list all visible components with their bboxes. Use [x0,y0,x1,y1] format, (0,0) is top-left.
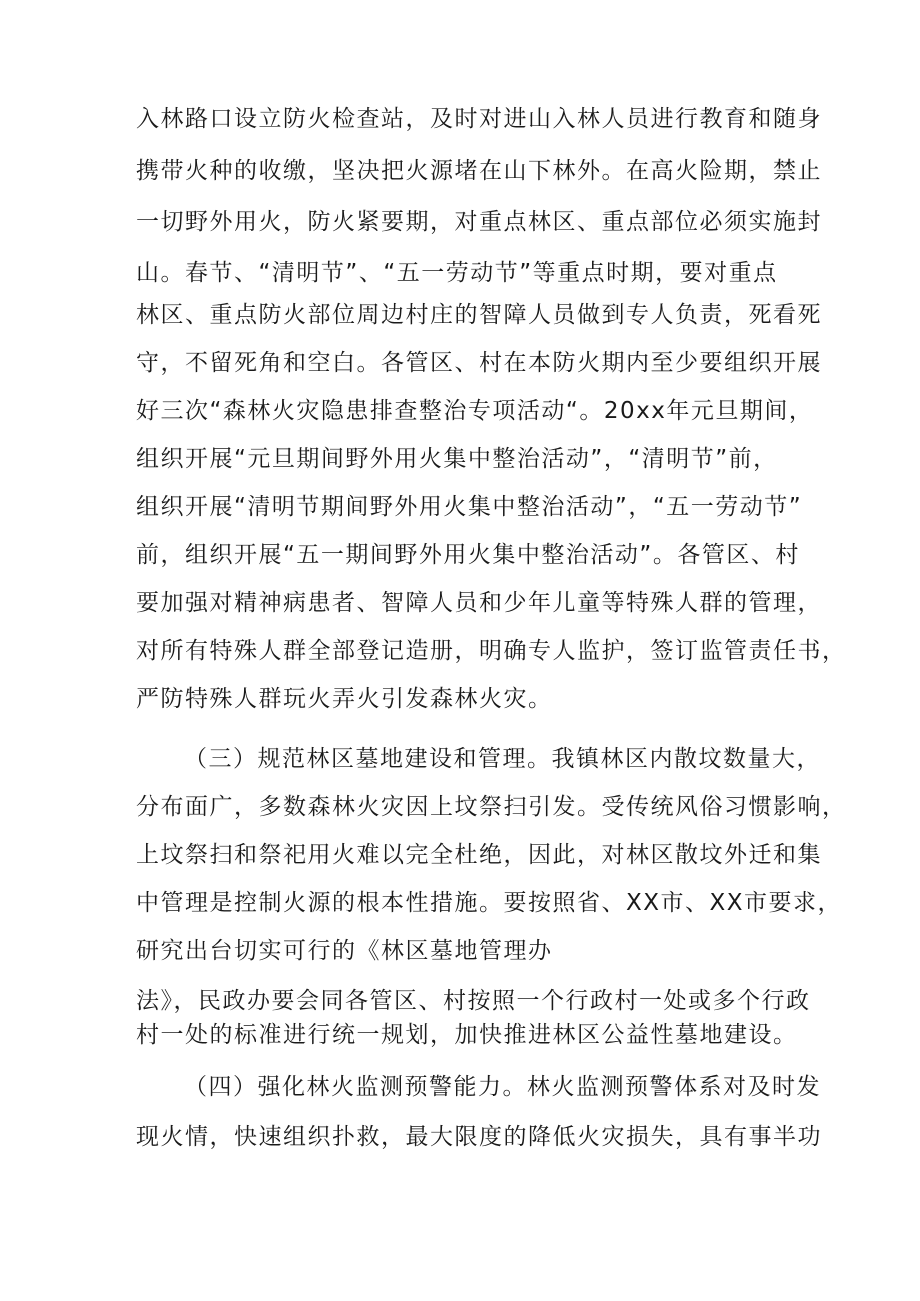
text-line: 严防特殊人群玩火弄火引发森林火灾。 [136,686,553,712]
text-line: （三）规范林区墓地建设和管理。我镇林区内散坟数量大， [184,746,821,772]
text-line: 村一处的标准进行统一规划，加快推进林区公益性墓地建设。 [136,1022,798,1048]
text-line: 要加强对精神病患者、智障人员和少年儿童等特殊人群的管理， [136,590,822,616]
text-line: 中管理是控制火源的根本性措施。要按照省、XX市、XX市要求， [136,890,843,916]
text-line: 入林路口设立防火检查站，及时对进山入林人员进行教育和随身 [136,106,822,132]
text-line: 一切野外用火，防火紧要期，对重点林区、重点部位必须实施封 [136,209,822,235]
text-line: 法》，民政办要会同各管区、村按照一个行政村一处或多个行政 [136,988,811,1014]
text-line: （四）强化林火监测预警能力。林火监测预警体系对及时发 [184,1074,821,1100]
text-line: 前，组织开展“五一期间野外用火集中整治活动”。各管区、村 [136,542,800,568]
text-line: 组织开展“元旦期间野外用火集中整治活动”，“清明节”前， [136,446,778,472]
text-line: 携带火种的收缴，坚决把火源堵在山下林外。在高火险期，禁止 [136,158,822,184]
text-line: 山。春节、“清明节”、“五一劳动节”等重点时期，要对重点 [136,260,778,286]
text-line: 现火情，快速组织扑救，最大限度的降低火灾损失，具有事半功 [136,1124,822,1150]
text-line: 林区、重点防火部位周边村庄的智障人员做到专人负责，死看死 [136,302,822,328]
text-line: 组织开展“清明节期间野外用火集中整治活动”，“五一劳动节” [136,494,803,520]
text-line: 守，不留死角和空白。各管区、村在本防火期内至少要组织开展 [136,350,822,376]
text-line: 上坟祭扫和祭祀用火难以完全杜绝，因此，对林区散坟外迁和集 [136,842,822,868]
text-line: 对所有特殊人群全部登记造册，明确专人监护，签订监管责任书， [136,638,847,664]
text-line: 分布面广，多数森林火灾因上坟祭扫引发。受传统风俗习惯影响， [136,794,847,820]
text-line: 好三次“森林火灾隐患排查整治专项活动“。20xx年元旦期间， [136,398,814,424]
text-line: 研究出台切实可行的《林区墓地管理办 [136,938,553,964]
